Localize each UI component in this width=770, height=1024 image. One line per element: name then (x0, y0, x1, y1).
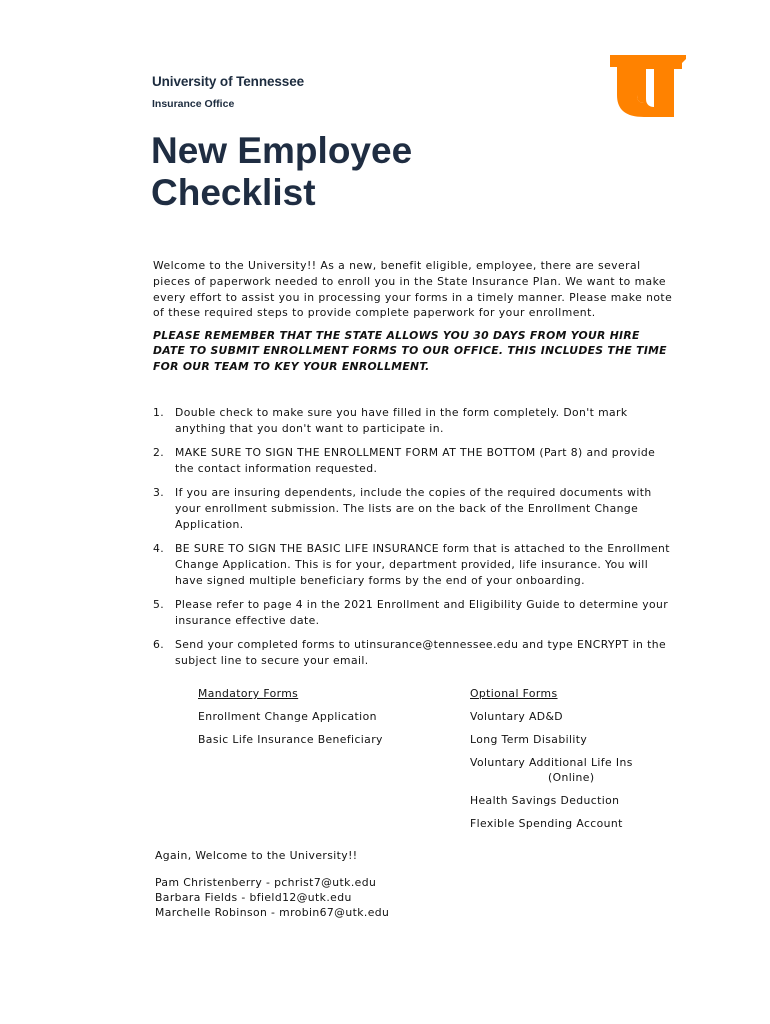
optional-forms-column (470, 686, 633, 839)
optional-form-item: Health Savings Deduction (470, 794, 620, 807)
checklist-step: 4. BE SURE TO SIGN THE BASIC LIFE INSURANCE form that is attached to the Enrollment Change Application. This is for your, department provided, life insurance. You will have signed multiple beneficiary forms by the end of your onboarding. (153, 542, 670, 587)
page-title (151, 130, 412, 214)
title-line-1: New Employee (151, 130, 413, 171)
title-line-2: Checklist (151, 172, 316, 213)
mandatory-forms-header: Mandatory Forms (198, 687, 299, 700)
contact-list (155, 876, 389, 920)
checklist-step: 3. If you are insuring dependents, include the copies of the required documents with your enrollment submission. The lists are on the back of the Enrollment Change Application. (153, 486, 652, 531)
contact-item: Marchelle Robinson - mrobin67@utk.edu (155, 905, 390, 919)
optional-forms-header: Optional Forms (470, 687, 558, 700)
contact-item: Barbara Fields - bfield12@utk.edu (155, 890, 352, 904)
department-name: Insurance Office (152, 98, 235, 110)
checklist-steps (153, 405, 673, 677)
mandatory-form-item: Basic Life Insurance Beneficiary (198, 733, 383, 746)
optional-form-item (470, 755, 633, 785)
mandatory-form-item: Enrollment Change Application (198, 710, 377, 723)
optional-form-label: Voluntary Additional Life Ins (470, 756, 633, 769)
checklist-step: 6. Send your completed forms to utinsurance@tennessee.edu and type ENCRYPT in the subject line to secure your email. (153, 638, 667, 667)
online-note: (Online) (548, 771, 595, 784)
deadline-reminder: PLEASE REMEMBER THAT THE STATE ALLOWS YOU 30 DAYS FROM YOUR HIRE DATE TO SUBMIT ENROLLMENT FORMS TO OUR OFFICE. THIS INCLUDES THE TIME FOR OUR TEAM TO KEY YOUR ENROLLMENT. (153, 329, 667, 373)
intro-paragraph: Welcome to the University!! As a new, benefit eligible, employee, there are several pieces of paperwork needed to enroll you in the State Insurance Plan. We want to make every effort to assist you in processing your forms in a timely manner. Please make note of these required steps to provide complete paperwork for your enrollment. (153, 259, 673, 320)
checklist-step: 2. MAKE SURE TO SIGN THE ENROLLMENT FORM AT THE BOTTOM (Part 8) and provide the contact information requested. (153, 446, 656, 475)
optional-form-item: Flexible Spending Account (470, 817, 623, 830)
closing-line: Again, Welcome to the University!! (155, 849, 358, 862)
contact-item: Pam Christenberry - pchrist7@utk.edu (155, 876, 377, 889)
optional-form-item: Long Term Disability (470, 733, 588, 746)
checklist-step: 5. Please refer to page 4 in the 2021 Enrollment and Eligibility Guide to determine your insurance effective date. (153, 598, 669, 627)
org-name: University of Tennessee (152, 74, 305, 89)
ut-logo (610, 55, 686, 117)
checklist-step: 1. Double check to make sure you have filled in the form completely. Don't mark anything that you don't want to participate in. (153, 406, 628, 435)
mandatory-forms-column (198, 686, 383, 755)
optional-form-item: Voluntary AD&D (470, 710, 563, 723)
